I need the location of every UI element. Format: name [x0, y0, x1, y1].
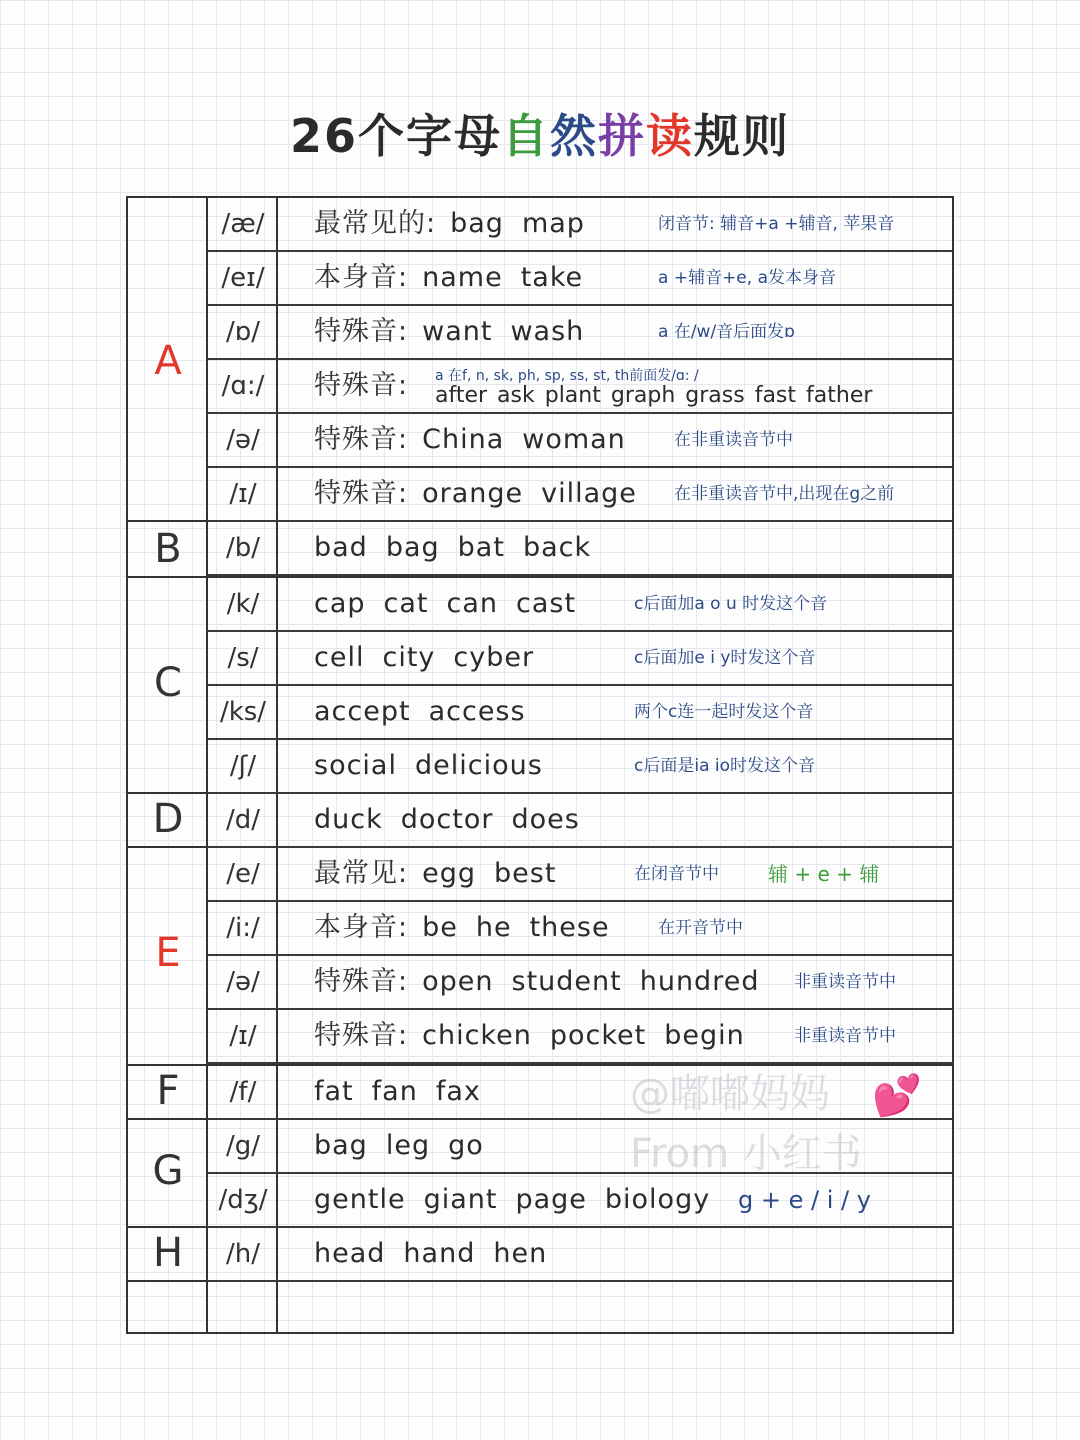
- ipa-symbol: /i:/: [226, 913, 260, 943]
- rule-note: 在闭音节中: [634, 864, 719, 884]
- rule-note: c后面加a o u 时发这个音: [634, 594, 828, 614]
- example-word: bag: [314, 1130, 368, 1161]
- ipa-symbol: /b/: [225, 533, 261, 563]
- example-word: pocket: [549, 1020, 647, 1051]
- row-main: [314, 252, 601, 304]
- ipa-symbol: /s/: [227, 643, 259, 673]
- row-main: [314, 1174, 728, 1226]
- row-label: 特殊音:: [314, 370, 409, 401]
- example-word: cell: [314, 642, 365, 673]
- example-word: best: [494, 858, 557, 889]
- row-main: [314, 198, 603, 250]
- row-label: 特殊音:: [314, 1020, 409, 1051]
- title-char-du: 读: [646, 109, 694, 163]
- example-word: accept: [314, 696, 411, 727]
- row-main: [314, 902, 628, 954]
- ipa-symbol: /ks/: [219, 697, 267, 727]
- example-word: cap: [314, 588, 366, 619]
- ipa-symbol: /d/: [225, 805, 261, 835]
- example-word: go: [448, 1130, 484, 1161]
- ipa-symbol: /e/: [226, 859, 260, 889]
- row-main: [314, 578, 594, 630]
- letter-G: G: [152, 1148, 184, 1194]
- table-row: [208, 902, 952, 956]
- example-word: fan: [371, 1076, 418, 1107]
- title-char-zi: 自: [502, 109, 550, 163]
- example-word: doctor: [400, 804, 494, 835]
- table-row: [208, 956, 952, 1010]
- watermark-handle: @嘟嘟妈妈: [630, 1071, 830, 1117]
- heart-icon: 💕: [872, 1073, 922, 1119]
- row-main: [314, 1120, 502, 1172]
- table-row: [208, 740, 952, 794]
- ipa-symbol: /dʒ/: [218, 1185, 268, 1215]
- example-word: after: [435, 383, 488, 408]
- ipa-symbol: /k/: [226, 589, 260, 619]
- rule-note: 非重读音节中: [794, 972, 896, 992]
- table-row: [208, 1010, 952, 1064]
- example-word: back: [522, 532, 592, 563]
- example-word: map: [521, 208, 585, 239]
- title-char-ran: 然: [550, 109, 598, 163]
- row-main: [314, 1010, 763, 1062]
- example-word: fax: [435, 1076, 481, 1107]
- example-word: delicious: [414, 750, 543, 781]
- row-label: 特殊音:: [314, 478, 409, 509]
- rule-note: 两个c连一起时发这个音: [634, 702, 814, 722]
- example-word: city: [382, 642, 436, 673]
- example-word: can: [446, 588, 499, 619]
- example-word: cyber: [453, 642, 535, 673]
- example-word: bat: [457, 532, 505, 563]
- table-row: [208, 578, 952, 632]
- example-word: fat: [314, 1076, 354, 1107]
- example-word: take: [520, 262, 584, 293]
- table-row: [208, 1174, 952, 1228]
- page-title: [0, 100, 1080, 166]
- example-word: fast: [754, 383, 797, 408]
- example-word: cat: [383, 588, 429, 619]
- example-word: plant: [544, 383, 601, 408]
- row-label: 本身音:: [314, 912, 409, 943]
- table-row: [208, 252, 952, 306]
- rule-note: c后面是ia io时发这个音: [634, 756, 816, 776]
- row-main: [314, 1066, 499, 1118]
- row-main: [314, 414, 644, 466]
- rule-note: 在非重读音节中,出现在g之前: [674, 484, 895, 504]
- example-word: woman: [522, 424, 626, 455]
- table-row: [208, 1228, 952, 1282]
- example-word: father: [806, 383, 873, 408]
- example-word: social: [314, 750, 397, 781]
- rule-note: c后面加e i y时发这个音: [634, 648, 816, 668]
- example-word: graph: [610, 383, 676, 408]
- example-word: giant: [423, 1184, 498, 1215]
- letter-E: E: [155, 930, 181, 976]
- letter-A: A: [154, 338, 182, 384]
- letter-C: C: [154, 660, 182, 706]
- ipa-symbol: /æ/: [221, 209, 265, 239]
- example-word: orange: [422, 478, 524, 509]
- example-word: open: [422, 966, 494, 997]
- table-row: [208, 522, 952, 576]
- example-word: gentle: [314, 1184, 406, 1215]
- ipa-symbol: /ɑ:/: [221, 371, 265, 401]
- rule-note: g + e / i / y: [738, 1186, 871, 1214]
- table-row: [208, 198, 952, 252]
- row-label: 特殊音:: [314, 966, 409, 997]
- row-main: [314, 360, 434, 412]
- table-row: [208, 1066, 952, 1120]
- row-label: 最常见的:: [314, 208, 437, 239]
- example-word: these: [529, 912, 610, 943]
- table-row: [208, 360, 952, 414]
- row-main: [314, 794, 598, 846]
- example-word: he: [475, 912, 512, 943]
- ipa-symbol: /ʃ/: [229, 751, 257, 781]
- row-main: [314, 468, 655, 520]
- ipa-symbol: /eɪ/: [221, 263, 265, 293]
- ipa-symbol: /ɒ/: [225, 317, 261, 347]
- example-word: biology: [604, 1184, 711, 1215]
- watermark-source: From 小红书: [630, 1131, 862, 1177]
- example-word: bag: [450, 208, 504, 239]
- row-label: 本身音:: [314, 262, 409, 293]
- ipa-symbol: /ɪ/: [229, 479, 257, 509]
- rule-note: a 在f, n, sk, ph, sp, ss, st, th前面发/ɑ: /: [435, 368, 699, 384]
- row-main: [314, 848, 574, 900]
- example-word: name: [422, 262, 503, 293]
- rule-note: 在开音节中: [658, 918, 743, 938]
- title-char-pin: 拼: [598, 109, 646, 163]
- example-word: bad: [314, 532, 368, 563]
- ipa-symbol: /f/: [229, 1077, 257, 1107]
- example-word: student: [511, 966, 622, 997]
- rule-note: a +辅音+e, a发本身音: [658, 268, 836, 288]
- example-word: hen: [493, 1238, 548, 1269]
- table-row: [208, 468, 952, 522]
- example-word: grass: [685, 383, 745, 408]
- ipa-symbol: /ɪ/: [229, 1021, 257, 1051]
- example-word: ask: [497, 383, 535, 408]
- ipa-symbol: /ə/: [226, 425, 260, 455]
- rule-note: a 在/w/音后面发ɒ: [658, 322, 795, 342]
- example-word: chicken: [422, 1020, 532, 1051]
- title-part1: 26个字母: [289, 109, 502, 163]
- letter-H: H: [152, 1230, 184, 1276]
- example-word: bag: [385, 532, 440, 563]
- title-part2: 规则: [694, 109, 790, 163]
- ipa-symbol: /ə/: [226, 967, 260, 997]
- example-word: be: [422, 912, 458, 943]
- ipa-symbol: /h/: [226, 1239, 260, 1269]
- rule-note: 非重读音节中: [794, 1026, 896, 1046]
- table-row: [208, 414, 952, 468]
- example-word: village: [541, 478, 637, 509]
- table-row: [208, 848, 952, 902]
- example-word: leg: [385, 1130, 431, 1161]
- example-word: begin: [664, 1020, 745, 1051]
- example-word: duck: [314, 804, 383, 835]
- table-row: [208, 794, 952, 848]
- row-label: 特殊音:: [314, 424, 409, 455]
- example-word: does: [511, 804, 580, 835]
- example-word: hundred: [639, 966, 760, 997]
- letter-F: F: [156, 1068, 180, 1114]
- example-word: head: [314, 1238, 386, 1269]
- table-row: [208, 632, 952, 686]
- table-row: [208, 686, 952, 740]
- row-label: 特殊音:: [314, 316, 409, 347]
- example-word: access: [428, 696, 526, 727]
- rule-note: 闭音节: 辅音+a +辅音, 苹果音: [658, 214, 895, 234]
- example-word: hand: [403, 1238, 476, 1269]
- example-word: egg: [422, 858, 476, 889]
- row-label: 最常见:: [314, 858, 409, 889]
- example-word: cast: [516, 588, 577, 619]
- example-word: wash: [510, 316, 585, 347]
- ipa-symbol: /g/: [225, 1131, 261, 1161]
- example-word: China: [422, 424, 505, 455]
- letter-D: D: [152, 796, 184, 842]
- row-main: [314, 1228, 565, 1280]
- example-word: want: [422, 316, 493, 347]
- rule-note: 辅 + e + 辅: [768, 862, 880, 886]
- row-main: [314, 956, 777, 1008]
- row-main: [314, 632, 552, 684]
- example-word: page: [515, 1184, 587, 1215]
- row-main: [314, 686, 544, 738]
- row-main: [314, 740, 561, 792]
- rule-note: 在非重读音节中: [674, 430, 793, 450]
- letter-B: B: [154, 526, 182, 572]
- row-main: [314, 522, 609, 574]
